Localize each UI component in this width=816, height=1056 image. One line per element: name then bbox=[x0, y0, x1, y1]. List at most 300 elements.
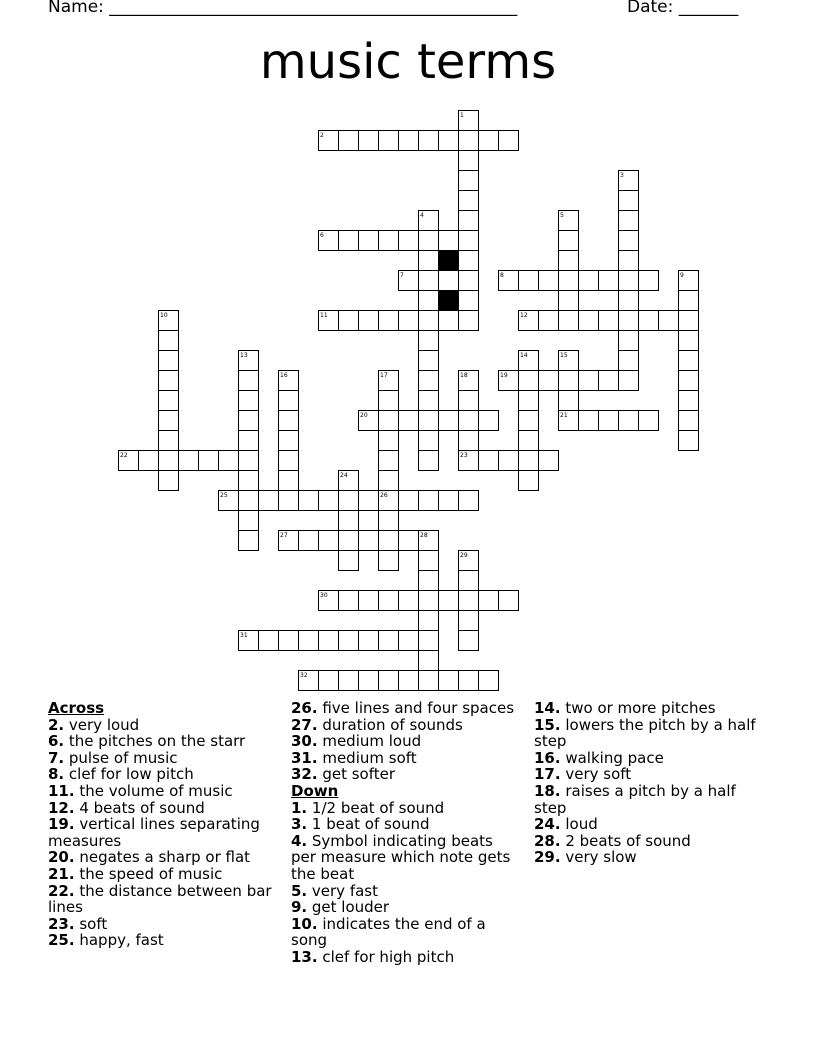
grid-cell[interactable] bbox=[579, 271, 599, 291]
grid-cell[interactable] bbox=[619, 231, 639, 251]
grid-cell[interactable] bbox=[559, 371, 579, 391]
grid-cell[interactable] bbox=[659, 311, 679, 331]
down-clue-list-continued bbox=[534, 700, 764, 866]
grid-cell[interactable] bbox=[459, 611, 479, 631]
clue-text: indicates the end of a song bbox=[291, 914, 486, 950]
clue-item bbox=[48, 783, 278, 800]
grid-cell[interactable] bbox=[479, 451, 499, 471]
clue-item bbox=[534, 783, 764, 816]
grid-cell[interactable] bbox=[379, 511, 399, 531]
grid-cell[interactable] bbox=[419, 311, 439, 331]
clue-item bbox=[291, 833, 521, 883]
date-field-label[interactable]: Date: _______ bbox=[627, 0, 739, 17]
grid-cell[interactable] bbox=[379, 551, 399, 571]
clue-item bbox=[291, 916, 521, 949]
clue-item bbox=[48, 816, 278, 849]
grid-cell[interactable] bbox=[679, 391, 699, 411]
grid-cell[interactable] bbox=[459, 271, 479, 291]
grid-cell[interactable] bbox=[139, 451, 159, 471]
grid-cell[interactable] bbox=[159, 351, 179, 371]
clue-number: 7. bbox=[48, 748, 65, 767]
across-heading: Across bbox=[48, 699, 105, 717]
clue-item bbox=[534, 816, 764, 833]
clue-number-label: 25 bbox=[220, 492, 228, 499]
clue-text: soft bbox=[74, 914, 108, 933]
clue-number: 21. bbox=[48, 864, 75, 883]
grid-cell[interactable] bbox=[379, 391, 399, 411]
clue-number: 9. bbox=[291, 898, 308, 917]
grid-cell[interactable] bbox=[679, 371, 699, 391]
clue-number: 17. bbox=[534, 765, 561, 784]
grid-cell[interactable] bbox=[599, 271, 619, 291]
clue-number: 11. bbox=[48, 781, 75, 800]
across-clue-list bbox=[48, 717, 278, 949]
grid-cell[interactable] bbox=[399, 631, 419, 651]
grid-cell[interactable] bbox=[359, 231, 379, 251]
grid-cell[interactable] bbox=[399, 311, 419, 331]
grid-cell[interactable] bbox=[179, 451, 199, 471]
grid-cell[interactable] bbox=[419, 391, 439, 411]
clue-item bbox=[48, 750, 278, 767]
grid-cell[interactable] bbox=[579, 411, 599, 431]
clue-item bbox=[291, 750, 521, 767]
grid-cell[interactable] bbox=[419, 271, 439, 291]
grid-cell[interactable] bbox=[619, 331, 639, 351]
grid-cell[interactable] bbox=[439, 671, 459, 691]
clue-number: 8. bbox=[48, 765, 65, 784]
grid-cell[interactable] bbox=[459, 151, 479, 171]
clue-number: 32. bbox=[291, 765, 318, 784]
grid-cell[interactable] bbox=[339, 671, 359, 691]
grid-cell[interactable] bbox=[459, 311, 479, 331]
clue-number-label: 3 bbox=[620, 172, 624, 179]
grid-cell[interactable] bbox=[679, 331, 699, 351]
clue-item bbox=[48, 866, 278, 883]
clue-text: five lines and four spaces bbox=[317, 699, 515, 717]
clue-item bbox=[48, 883, 278, 916]
grid-cell[interactable] bbox=[419, 451, 439, 471]
grid-cell[interactable] bbox=[679, 411, 699, 431]
grid-cell[interactable] bbox=[619, 251, 639, 271]
grid-cell[interactable] bbox=[159, 411, 179, 431]
grid-cell[interactable] bbox=[619, 211, 639, 231]
grid-cell[interactable] bbox=[459, 671, 479, 691]
grid-cell[interactable] bbox=[339, 551, 359, 571]
clue-text: clef for high pitch bbox=[317, 947, 455, 966]
clue-number: 28. bbox=[534, 831, 561, 850]
grid-cell[interactable] bbox=[519, 391, 539, 411]
grid-cell[interactable] bbox=[399, 131, 419, 151]
grid-cell[interactable] bbox=[439, 311, 459, 331]
clue-number: 31. bbox=[291, 748, 318, 767]
clue-item bbox=[48, 849, 278, 866]
grid-cell[interactable] bbox=[419, 371, 439, 391]
grid-cell[interactable] bbox=[399, 671, 419, 691]
clue-number-label: 4 bbox=[420, 212, 424, 219]
clue-number: 16. bbox=[534, 748, 561, 767]
clue-number: 1. bbox=[291, 798, 308, 817]
clue-number: 24. bbox=[534, 815, 561, 834]
clue-number: 4. bbox=[291, 831, 308, 850]
clue-text: loud bbox=[560, 815, 598, 834]
grid-cell[interactable] bbox=[459, 211, 479, 231]
clues-column-3 bbox=[534, 700, 764, 866]
grid-cell[interactable] bbox=[619, 271, 639, 291]
grid-cell[interactable] bbox=[359, 311, 379, 331]
grid-cell[interactable] bbox=[379, 471, 399, 491]
grid-cell[interactable] bbox=[419, 251, 439, 271]
clue-number: 25. bbox=[48, 931, 75, 950]
grid-cell[interactable] bbox=[619, 351, 639, 371]
grid-cell[interactable] bbox=[519, 371, 539, 391]
clue-text: get softer bbox=[317, 765, 396, 784]
clue-text: medium loud bbox=[317, 732, 422, 751]
grid-cell[interactable] bbox=[519, 431, 539, 451]
grid-cell[interactable] bbox=[379, 631, 399, 651]
grid-cell[interactable] bbox=[379, 131, 399, 151]
grid-cell[interactable] bbox=[419, 491, 439, 511]
grid-cell[interactable] bbox=[279, 471, 299, 491]
grid-cell[interactable] bbox=[279, 431, 299, 451]
grid-cell[interactable] bbox=[199, 451, 219, 471]
clue-text: two or more pitches bbox=[560, 699, 716, 717]
clue-text: lowers the pitch by a half step bbox=[534, 715, 756, 751]
grid-cell[interactable] bbox=[419, 131, 439, 151]
grid-cell[interactable] bbox=[419, 611, 439, 631]
clue-number: 3. bbox=[291, 815, 308, 834]
grid-cell[interactable] bbox=[499, 591, 519, 611]
grid-cell[interactable] bbox=[379, 431, 399, 451]
clue-number: 6. bbox=[48, 732, 65, 751]
clue-item bbox=[48, 733, 278, 750]
grid-cell[interactable] bbox=[479, 671, 499, 691]
grid-cell[interactable] bbox=[419, 331, 439, 351]
grid-cell[interactable] bbox=[279, 411, 299, 431]
grid-cell[interactable] bbox=[299, 631, 319, 651]
grid-cell[interactable] bbox=[679, 291, 699, 311]
grid-cell[interactable] bbox=[399, 591, 419, 611]
grid-cell[interactable] bbox=[279, 631, 299, 651]
grid-cell[interactable] bbox=[279, 491, 299, 511]
clue-number-label: 14 bbox=[520, 352, 528, 359]
grid-cell[interactable] bbox=[439, 131, 459, 151]
grid-cell[interactable] bbox=[319, 631, 339, 651]
grid-cell[interactable] bbox=[239, 471, 259, 491]
grid-cell[interactable] bbox=[339, 311, 359, 331]
grid-cell[interactable] bbox=[359, 491, 379, 511]
grid-cell[interactable] bbox=[679, 431, 699, 451]
grid-cell[interactable] bbox=[459, 431, 479, 451]
clue-number-label: 19 bbox=[500, 372, 508, 379]
clue-text: happy, fast bbox=[74, 931, 164, 950]
clue-text: the distance between bar lines bbox=[48, 881, 272, 917]
grid-cell[interactable] bbox=[459, 631, 479, 651]
clue-number-label: 28 bbox=[420, 532, 428, 539]
grid-cell[interactable] bbox=[459, 391, 479, 411]
grid-cell[interactable] bbox=[159, 391, 179, 411]
clue-text: Symbol indicating beats per measure which note gets the beat bbox=[291, 831, 511, 883]
grid-cell[interactable] bbox=[479, 591, 499, 611]
grid-cell[interactable] bbox=[299, 491, 319, 511]
grid-cell[interactable] bbox=[379, 231, 399, 251]
grid-cell[interactable] bbox=[359, 531, 379, 551]
grid-cell[interactable] bbox=[419, 351, 439, 371]
grid-cell[interactable] bbox=[459, 171, 479, 191]
clue-number-label: 26 bbox=[380, 492, 388, 499]
grid-cell[interactable] bbox=[479, 131, 499, 151]
clue-text: pulse of music bbox=[64, 748, 178, 767]
grid-cell[interactable] bbox=[159, 331, 179, 351]
grid-cell[interactable] bbox=[159, 431, 179, 451]
clue-text: medium soft bbox=[317, 748, 417, 767]
clue-text: get louder bbox=[307, 898, 390, 917]
page-title: music terms bbox=[259, 34, 557, 90]
grid-cell[interactable] bbox=[619, 291, 639, 311]
grid-cell[interactable] bbox=[599, 311, 619, 331]
clue-number-label: 7 bbox=[400, 272, 404, 279]
grid-cell[interactable] bbox=[239, 531, 259, 551]
grid-cell[interactable] bbox=[559, 391, 579, 411]
grid-cell[interactable] bbox=[599, 411, 619, 431]
grid-cell[interactable] bbox=[399, 411, 419, 431]
clue-number-label: 12 bbox=[520, 312, 528, 319]
clue-item bbox=[534, 700, 764, 717]
grid-cell[interactable] bbox=[439, 231, 459, 251]
black-grid-cell bbox=[439, 251, 459, 271]
grid-cell[interactable] bbox=[559, 311, 579, 331]
grid-cell[interactable] bbox=[159, 451, 179, 471]
grid-cell[interactable] bbox=[679, 311, 699, 331]
grid-cell[interactable] bbox=[679, 351, 699, 371]
grid-cell[interactable] bbox=[419, 411, 439, 431]
grid-cell[interactable] bbox=[459, 251, 479, 271]
grid-cell[interactable] bbox=[419, 431, 439, 451]
grid-cell[interactable] bbox=[619, 411, 639, 431]
grid-cell[interactable] bbox=[619, 191, 639, 211]
clue-text: duration of sounds bbox=[317, 715, 463, 734]
grid-cell[interactable] bbox=[379, 311, 399, 331]
grid-cell[interactable] bbox=[499, 131, 519, 151]
grid-cell[interactable] bbox=[239, 391, 259, 411]
grid-cell[interactable] bbox=[639, 271, 659, 291]
grid-cell[interactable] bbox=[439, 491, 459, 511]
clue-text: the pitches on the starr bbox=[64, 732, 246, 751]
clue-item bbox=[291, 883, 521, 900]
grid-cell[interactable] bbox=[359, 131, 379, 151]
clue-number-label: 11 bbox=[320, 312, 328, 319]
grid-cell[interactable] bbox=[499, 451, 519, 471]
clue-number: 14. bbox=[534, 699, 561, 717]
clues-column-2 bbox=[291, 700, 521, 966]
clue-item bbox=[291, 899, 521, 916]
clue-text: 2 beats of sound bbox=[560, 831, 691, 850]
grid-cell[interactable] bbox=[459, 191, 479, 211]
grid-cell[interactable] bbox=[379, 451, 399, 471]
grid-cell[interactable] bbox=[519, 471, 539, 491]
grid-cell[interactable] bbox=[239, 431, 259, 451]
clue-number-label: 32 bbox=[300, 672, 308, 679]
grid-cell[interactable] bbox=[239, 411, 259, 431]
clue-item bbox=[534, 717, 764, 750]
grid-cell[interactable] bbox=[419, 551, 439, 571]
grid-cell[interactable] bbox=[579, 311, 599, 331]
clue-number: 23. bbox=[48, 914, 75, 933]
grid-cell[interactable] bbox=[539, 311, 559, 331]
grid-cell[interactable] bbox=[579, 371, 599, 391]
grid-cell[interactable] bbox=[619, 311, 639, 331]
grid-cell[interactable] bbox=[379, 671, 399, 691]
grid-cell[interactable] bbox=[439, 411, 459, 431]
clue-number-label: 10 bbox=[160, 312, 168, 319]
clue-number-label: 17 bbox=[380, 372, 388, 379]
clue-item bbox=[291, 733, 521, 750]
clue-number: 27. bbox=[291, 715, 318, 734]
grid-cell[interactable] bbox=[519, 451, 539, 471]
name-field-label[interactable]: Name: ________________________________________________ bbox=[48, 0, 518, 17]
clue-number: 15. bbox=[534, 715, 561, 734]
grid-cell[interactable] bbox=[339, 491, 359, 511]
grid-cell[interactable] bbox=[399, 231, 419, 251]
grid-cell[interactable] bbox=[379, 591, 399, 611]
grid-cell[interactable] bbox=[539, 271, 559, 291]
clue-number: 20. bbox=[48, 848, 75, 867]
clue-number-label: 16 bbox=[280, 372, 288, 379]
clue-item bbox=[534, 833, 764, 850]
down-heading: Down bbox=[291, 781, 339, 800]
clue-text: 1/2 beat of sound bbox=[307, 798, 445, 817]
clue-item bbox=[48, 916, 278, 933]
clue-number-label: 8 bbox=[500, 272, 504, 279]
grid-cell[interactable] bbox=[539, 371, 559, 391]
clue-number-label: 27 bbox=[280, 532, 288, 539]
clue-number: 22. bbox=[48, 881, 75, 900]
grid-cell[interactable] bbox=[339, 131, 359, 151]
grid-cell[interactable] bbox=[419, 571, 439, 591]
clue-text: raises a pitch by a half step bbox=[534, 781, 736, 817]
grid-cell[interactable] bbox=[319, 491, 339, 511]
grid-cell[interactable] bbox=[419, 631, 439, 651]
across-clue-list-continued bbox=[291, 700, 521, 783]
grid-cell[interactable] bbox=[439, 591, 459, 611]
grid-cell[interactable] bbox=[419, 291, 439, 311]
clue-item bbox=[291, 766, 521, 783]
grid-cell[interactable] bbox=[519, 271, 539, 291]
grid-cell[interactable] bbox=[259, 631, 279, 651]
grid-cell[interactable] bbox=[219, 451, 239, 471]
clue-number-label: 13 bbox=[240, 352, 248, 359]
grid-cell[interactable] bbox=[459, 411, 479, 431]
clue-number-label: 5 bbox=[560, 212, 564, 219]
clue-number-label: 6 bbox=[320, 232, 324, 239]
grid-cell[interactable] bbox=[439, 271, 459, 291]
grid-cell[interactable] bbox=[399, 531, 419, 551]
grid-cell[interactable] bbox=[359, 671, 379, 691]
clue-text: very soft bbox=[560, 765, 632, 784]
clues-column-1 bbox=[48, 700, 278, 949]
grid-cell[interactable] bbox=[459, 571, 479, 591]
grid-cell[interactable] bbox=[539, 451, 559, 471]
clue-number-label: 18 bbox=[460, 372, 468, 379]
grid-cell[interactable] bbox=[419, 651, 439, 671]
grid-cell[interactable] bbox=[419, 591, 439, 611]
grid-cell[interactable] bbox=[239, 371, 259, 391]
clue-text: 1 beat of sound bbox=[307, 815, 430, 834]
grid-cell[interactable] bbox=[319, 671, 339, 691]
grid-cell[interactable] bbox=[559, 291, 579, 311]
clue-number-label: 24 bbox=[340, 472, 348, 479]
grid-cell[interactable] bbox=[399, 491, 419, 511]
grid-cell[interactable] bbox=[279, 451, 299, 471]
clue-number-label: 9 bbox=[680, 272, 684, 279]
grid-cell[interactable] bbox=[379, 411, 399, 431]
grid-cell[interactable] bbox=[379, 531, 399, 551]
grid-cell[interactable] bbox=[339, 631, 359, 651]
grid-cell[interactable] bbox=[419, 671, 439, 691]
grid-cell[interactable] bbox=[299, 531, 319, 551]
clue-item bbox=[291, 700, 521, 717]
grid-cell[interactable] bbox=[639, 411, 659, 431]
grid-cell[interactable] bbox=[559, 251, 579, 271]
grid-cell[interactable] bbox=[279, 391, 299, 411]
grid-cell[interactable] bbox=[459, 591, 479, 611]
grid-cell[interactable] bbox=[339, 511, 359, 531]
grid-cell[interactable] bbox=[319, 531, 339, 551]
grid-cell[interactable] bbox=[159, 371, 179, 391]
grid-cell[interactable] bbox=[159, 471, 179, 491]
clue-number: 30. bbox=[291, 732, 318, 751]
grid-cell[interactable] bbox=[459, 231, 479, 251]
clue-number: 29. bbox=[534, 848, 561, 867]
grid-cell[interactable] bbox=[479, 411, 499, 431]
grid-cell[interactable] bbox=[239, 451, 259, 471]
clue-item bbox=[48, 717, 278, 734]
grid-cell[interactable] bbox=[619, 371, 639, 391]
grid-cell[interactable] bbox=[359, 591, 379, 611]
grid-cell[interactable] bbox=[519, 411, 539, 431]
clue-number-label: 30 bbox=[320, 592, 328, 599]
grid-cell[interactable] bbox=[559, 231, 579, 251]
grid-cell[interactable] bbox=[239, 491, 259, 511]
grid-cell[interactable] bbox=[419, 231, 439, 251]
clue-number-label: 21 bbox=[560, 412, 568, 419]
clue-number: 19. bbox=[48, 815, 75, 834]
grid-cell[interactable] bbox=[259, 491, 279, 511]
grid-cell[interactable] bbox=[359, 631, 379, 651]
clue-item bbox=[48, 800, 278, 817]
grid-cell[interactable] bbox=[339, 591, 359, 611]
grid-cell[interactable] bbox=[239, 511, 259, 531]
clue-number-label: 23 bbox=[460, 452, 468, 459]
grid-cell[interactable] bbox=[599, 371, 619, 391]
clue-text: vertical lines separating measures bbox=[48, 815, 260, 850]
clue-number-label: 1 bbox=[460, 112, 464, 119]
clue-number: 5. bbox=[291, 881, 308, 900]
grid-cell[interactable] bbox=[339, 231, 359, 251]
clue-item bbox=[291, 717, 521, 734]
clue-text: very loud bbox=[64, 715, 140, 734]
grid-cell[interactable] bbox=[339, 531, 359, 551]
grid-cell[interactable] bbox=[639, 311, 659, 331]
clue-number-label: 31 bbox=[240, 632, 248, 639]
grid-cell[interactable] bbox=[459, 491, 479, 511]
clue-item bbox=[291, 800, 521, 817]
grid-cell[interactable] bbox=[459, 131, 479, 151]
clue-text: the speed of music bbox=[74, 864, 223, 883]
grid-cell[interactable] bbox=[459, 291, 479, 311]
clue-item bbox=[534, 849, 764, 866]
grid-cell[interactable] bbox=[559, 271, 579, 291]
clue-text: clef for low pitch bbox=[64, 765, 194, 784]
